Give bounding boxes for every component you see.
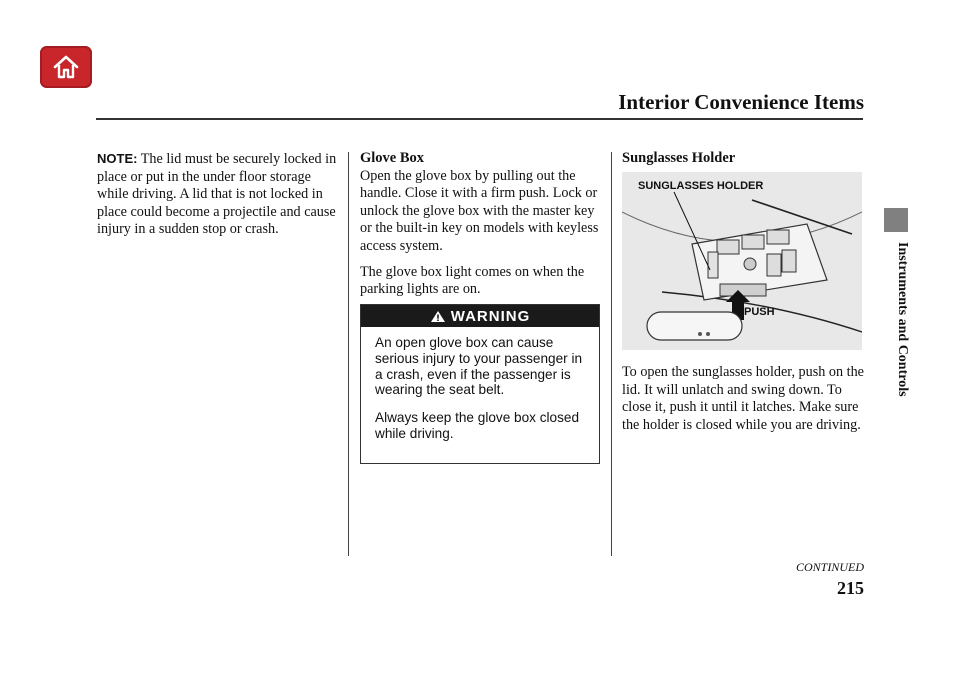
warning-body: [361, 327, 599, 442]
note-paragraph: [97, 150, 341, 239]
chapter-tab-label: Instruments and Controls: [895, 242, 910, 397]
glove-box-paragraph-1: Open the glove box by pulling out the handle. Close it with a firm push. Lock or unlock the glove box with the master key or the built-in key on models with keyless access system.: [360, 167, 599, 254]
sunglasses-holder-illustration: [622, 172, 862, 350]
home-icon: [52, 53, 80, 81]
warning-title: WARNING: [450, 307, 531, 325]
home-button[interactable]: [40, 46, 92, 88]
page-number: 215: [837, 578, 864, 598]
warning-text-2: Always keep the glove box closed while driving.: [375, 410, 580, 441]
continued-label: CONTINUED: [795, 560, 864, 574]
glove-box-paragraph-2: The glove box light comes on when the parking lights are on.: [360, 263, 585, 298]
overhead-console-drawing: [622, 172, 862, 350]
warning-text-1: An open glove box can cause serious injury to your passenger in a crash, even if the passenger is wearing the seat belt.: [375, 335, 583, 398]
header-divider: [96, 118, 863, 120]
sunglasses-text: [622, 364, 866, 442]
column-divider-2: [611, 152, 612, 556]
figure-label-push: PUSH: [744, 306, 775, 318]
glove-box-heading: Glove Box: [360, 150, 425, 166]
note-text: The lid must be securely locked in place or put in the under floor storage while driving. A lid that is not locked in place could become a projectile and cause injury in a sudden stop or crash.: [97, 151, 337, 238]
sunglasses-paragraph: To open the sunglasses holder, push on the lid. It will unlatch and swing down. To close it, push it until it latches. Make sure the holder is closed while you are driving.: [622, 364, 864, 433]
column-divider-1: [348, 152, 349, 556]
warning-box: [360, 304, 600, 464]
warning-header: [361, 305, 599, 327]
column-sunglasses: [622, 150, 866, 168]
sunglasses-heading: Sunglasses Holder: [622, 150, 736, 166]
warning-triangle-icon: [430, 310, 446, 323]
section-title: Interior Convenience Items: [618, 90, 864, 114]
column-note: [97, 150, 341, 247]
note-label: NOTE:: [97, 151, 138, 166]
figure-label-sunglasses-holder: SUNGLASSES HOLDER: [638, 180, 764, 192]
column-glove-box: [360, 150, 604, 307]
chapter-tab-marker[interactable]: [884, 208, 908, 232]
